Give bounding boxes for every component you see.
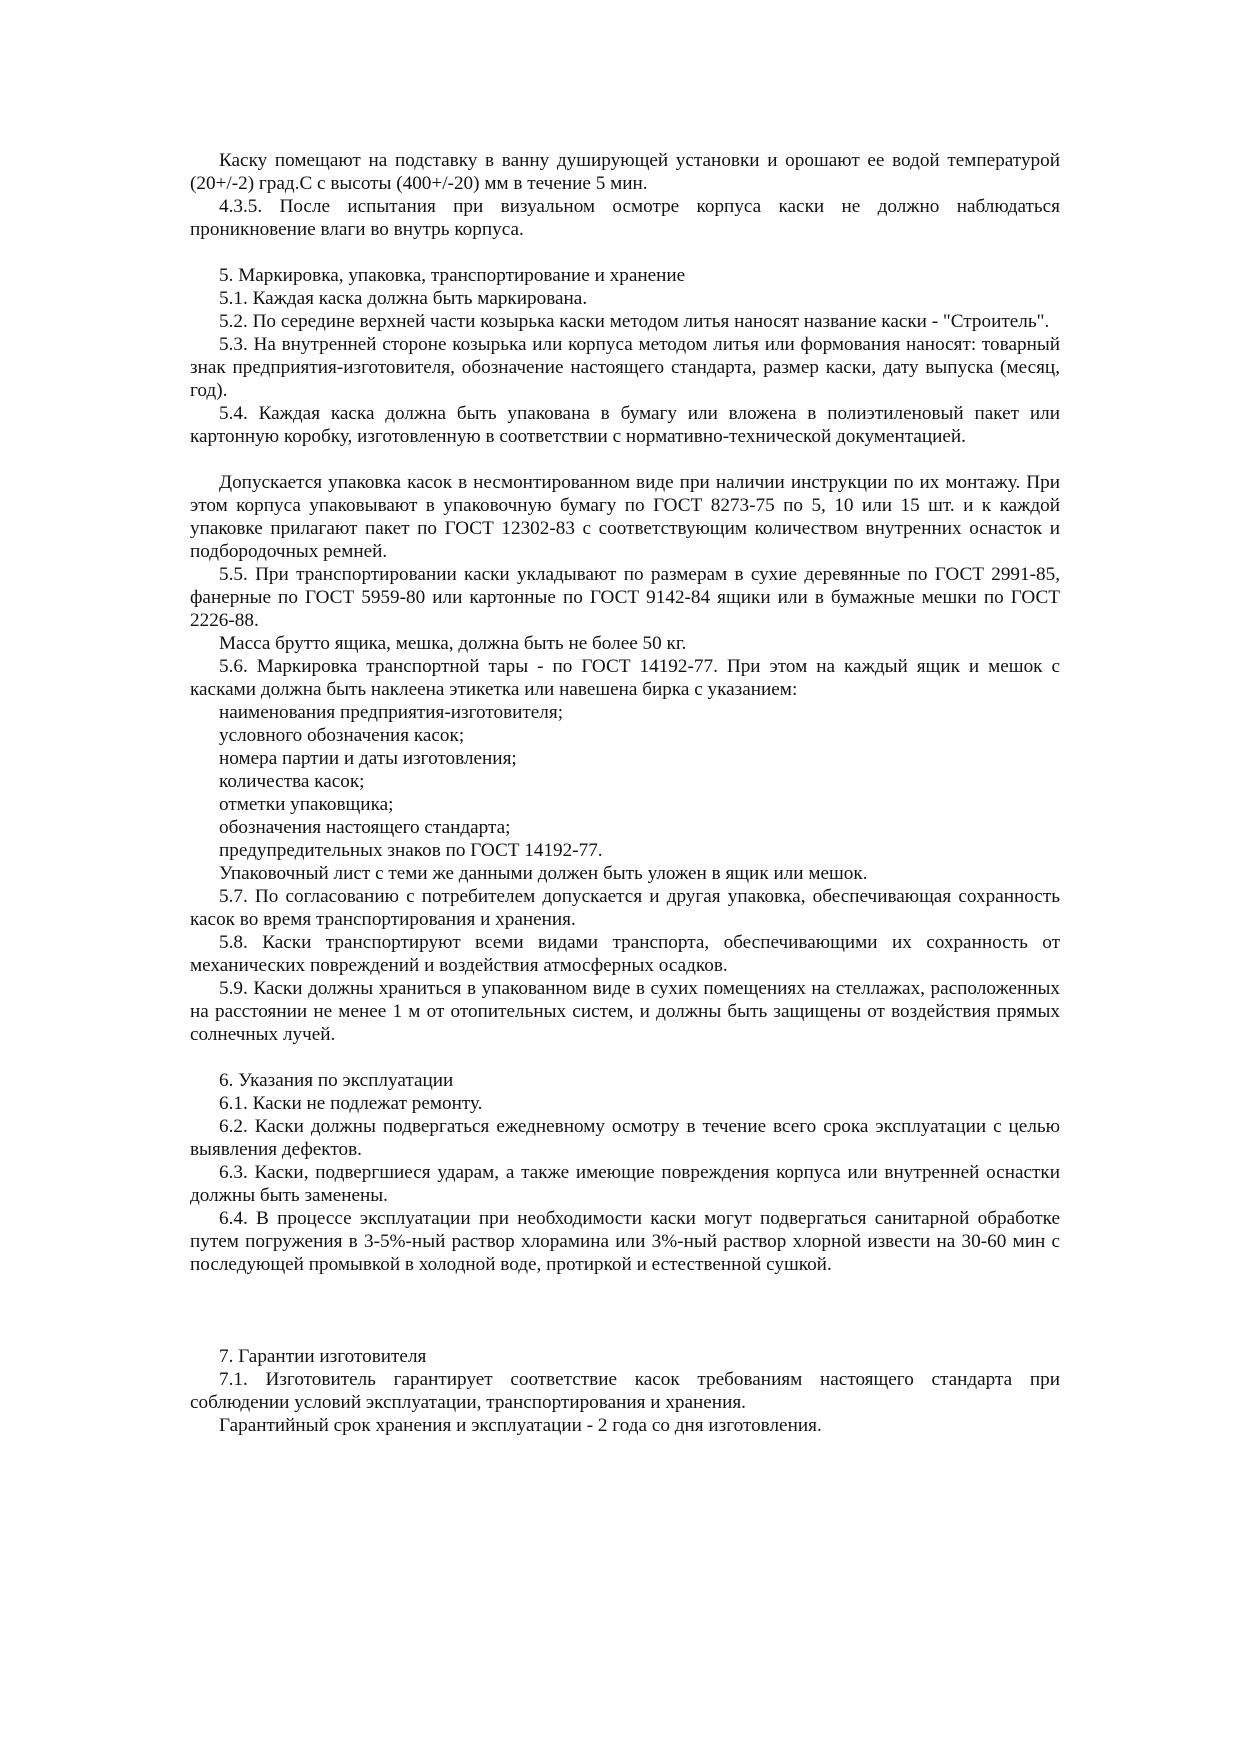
- list-item: наименования предприятия-изготовителя;: [219, 702, 564, 723]
- spacer: [190, 241, 1060, 264]
- list-item: обозначения настоящего стандарта;: [219, 817, 511, 838]
- section-heading-7: 7. Гарантии изготовителя: [219, 1346, 427, 1367]
- paragraph-5-5: 5.5. При транспортировании каски укладывают по размерам в сухие деревянные по ГОСТ 2991-85, фанерные по ГОСТ 5959-80 или картонные по ГОСТ 9142-84 ящики или в бумажные мешки по ГОСТ 2226-88.: [190, 564, 1060, 631]
- paragraph-packing-list: Упаковочный лист с теми же данными должен быть уложен в ящик или мешок.: [219, 863, 868, 884]
- list-item: предупредительных знаков по ГОСТ 14192-77.: [219, 840, 603, 861]
- paragraph-6-3: 6.3. Каски, подвергшиеся ударам, а также имеющие повреждения корпуса или внутренней оснастки должны быть заменены.: [190, 1162, 1060, 1206]
- section-heading-5: 5. Маркировка, упаковка, транспортирование и хранение: [219, 265, 686, 286]
- paragraph-4-3-5: 4.3.5. После испытания при визуальном осмотре корпуса каски не должно наблюдаться проникновение влаги во внутрь корпуса.: [190, 196, 1060, 240]
- spacer: [190, 448, 1060, 471]
- paragraph-gross-mass: Масса брутто ящика, мешка, должна быть не более 50 кг.: [219, 633, 687, 654]
- paragraph-5-1: 5.1. Каждая каска должна быть маркирована.: [219, 288, 588, 309]
- paragraph-warranty-period: Гарантийный срок хранения и эксплуатации - 2 года со дня изготовления.: [219, 1415, 822, 1436]
- paragraph-5-2: 5.2. По середине верхней части козырька каски методом литья наносят название каски - "Строитель".: [219, 311, 1050, 332]
- paragraph-6-1: 6.1. Каски не подлежат ремонту.: [219, 1093, 483, 1114]
- paragraph-5-9: 5.9. Каски должны храниться в упакованном виде в сухих помещениях на стеллажах, расположенных на расстоянии не менее 1 м от отопительных систем, и должны быть защищены от воздействия прямых солнечных лучей.: [190, 978, 1060, 1045]
- paragraph-7-1: 7.1. Изготовитель гарантирует соответствие касок требованиям настоящего стандарта при соблюдении условий эксплуатации, транспортирования и хранения.: [190, 1369, 1060, 1413]
- paragraph-test-procedure: Каску помещают на подставку в ванну душирующей установки и орошают ее водой температурой (20+/-2) град.С с высоты (400+/-20) мм в течение 5 мин.: [190, 150, 1060, 194]
- paragraph-6-2: 6.2. Каски должны подвергаться ежедневному осмотру в течение всего срока эксплуатации с целью выявления дефектов.: [190, 1116, 1060, 1160]
- paragraph-5-3: 5.3. На внутренней стороне козырька или корпуса методом литья или формования наносят: товарный знак предприятия-изготовителя, обозначение настоящего стандарта, размер каски, дату выпуска (месяц, год).: [190, 334, 1060, 401]
- list-item: номера партии и даты изготовления;: [219, 748, 517, 769]
- paragraph-5-4: 5.4. Каждая каска должна быть упакована в бумагу или вложена в полиэтиленовый пакет или картонную коробку, изготовленную в соответствии с нормативно-технической документацией.: [190, 403, 1060, 447]
- paragraph-unassembled-packing: Допускается упаковка касок в несмонтированном виде при наличии инструкции по их монтажу. При этом корпуса упаковывают в упаковочную бумагу по ГОСТ 8273-75 по 5, 10 или 15 шт. и к каждой упаковке прилагают пакет по ГОСТ 12302-83 с соответствующим количеством внутренних оснасток и подбородочных ремней.: [190, 472, 1060, 562]
- list-item: количества касок;: [219, 771, 365, 792]
- spacer: [190, 1046, 1060, 1069]
- paragraph-5-6: 5.6. Маркировка транспортной тары - по ГОСТ 14192-77. При этом на каждый ящик и мешок с касками должна быть наклеена этикетка или навешена бирка с указанием:: [190, 656, 1060, 700]
- list-item: условного обозначения касок;: [219, 725, 465, 746]
- paragraph-5-8: 5.8. Каски транспортируют всеми видами транспорта, обеспечивающими их сохранность от механических повреждений и воздействия атмосферных осадков.: [190, 932, 1060, 976]
- paragraph-5-7: 5.7. По согласованию с потребителем допускается и другая упаковка, обеспечивающая сохранность касок во время транспортирования и хранения.: [190, 886, 1060, 930]
- section-heading-6: 6. Указания по эксплуатации: [219, 1070, 454, 1091]
- document-page: [190, 149, 1060, 1437]
- paragraph-6-4: 6.4. В процессе эксплуатации при необходимости каски могут подвергаться санитарной обработке путем погружения в 3-5%-ный раствор хлорамина или 3%-ный раствор хлорной извести на 30-60 мин с последующей промывкой в холодной воде, протиркой и естественной сушкой.: [190, 1208, 1060, 1275]
- spacer: [190, 1276, 1060, 1345]
- list-item: отметки упаковщика;: [219, 794, 394, 815]
